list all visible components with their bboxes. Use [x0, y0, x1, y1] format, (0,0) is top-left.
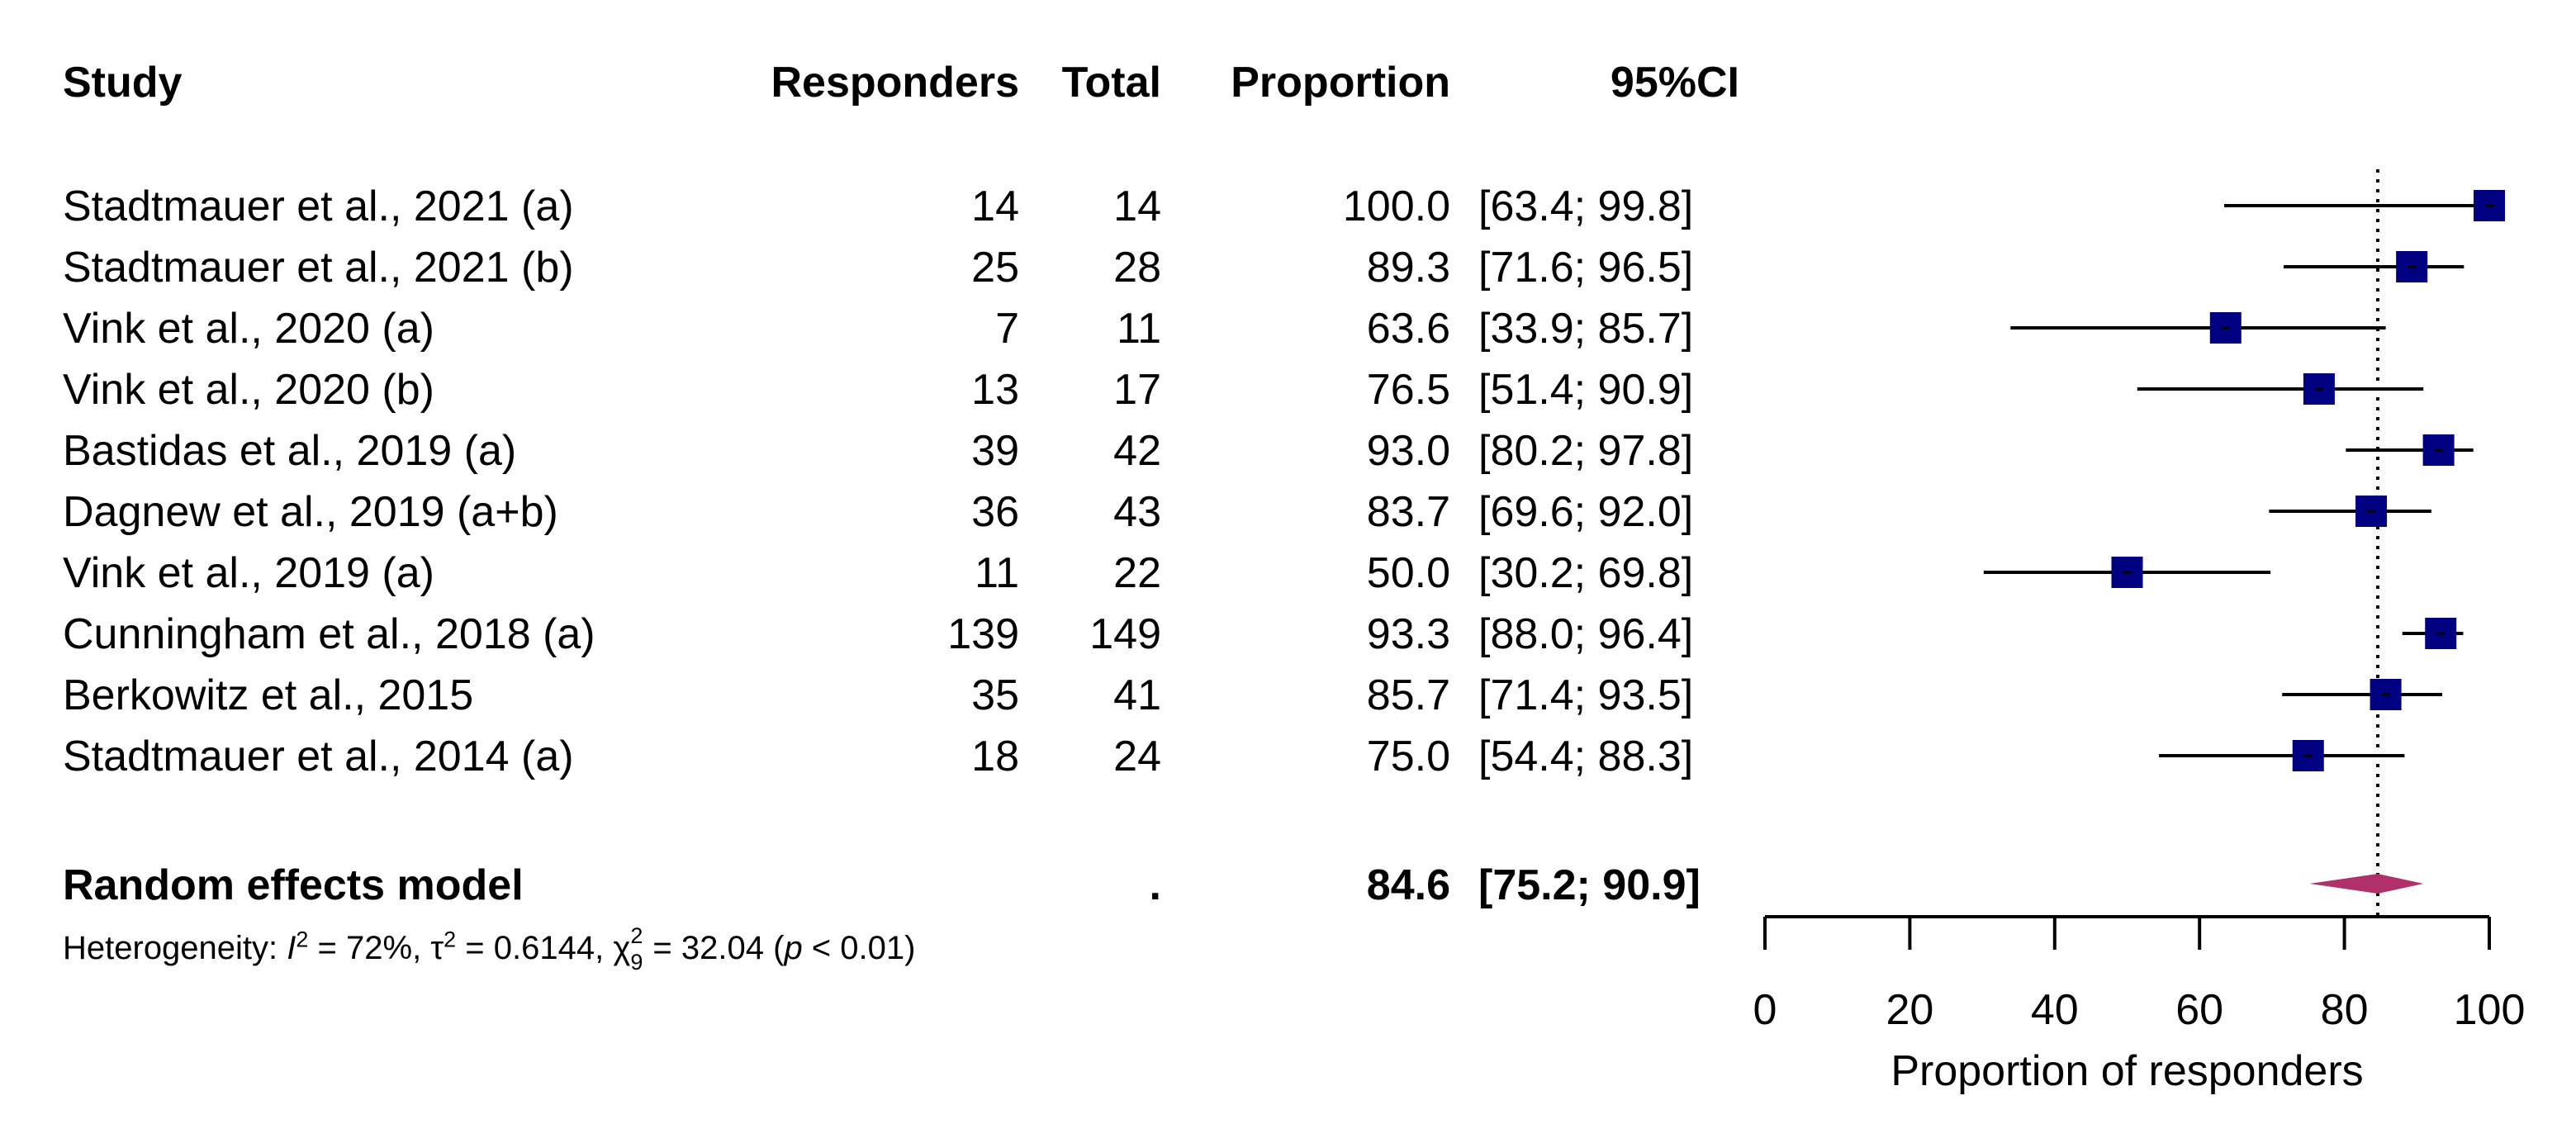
ci-value: [54.4; 88.3] [1478, 733, 1694, 780]
study-name: Vink et al., 2019 (a) [63, 549, 434, 597]
ci-value: [30.2; 69.8] [1478, 549, 1694, 597]
responders-value: 11 [975, 549, 1019, 597]
study-name: Stadtmauer et al., 2021 (b) [63, 244, 574, 292]
proportion-value: 100.0 [1342, 183, 1450, 230]
x-tick-label: 20 [1886, 986, 1934, 1034]
ci-value: [88.0; 96.4] [1478, 610, 1694, 658]
ci-value: [69.6; 92.0] [1478, 488, 1694, 536]
proportion-value: 93.0 [1366, 427, 1450, 475]
header-total: Total [1061, 59, 1161, 107]
chi2-value: = 32.04 ( [643, 930, 785, 966]
study-name: Dagnew et al., 2019 (a+b) [63, 488, 558, 536]
chi2-superscript: 2 [630, 923, 643, 948]
ci-value: [71.4; 93.5] [1478, 671, 1694, 719]
header-ci: 95%CI [1610, 59, 1739, 107]
ci-value: [71.6; 96.5] [1478, 244, 1694, 292]
proportion-value: 83.7 [1366, 488, 1450, 536]
proportion-value: 85.7 [1366, 671, 1450, 719]
responders-value: 14 [971, 183, 1019, 230]
tau2-superscript: 2 [444, 927, 457, 952]
responders-value: 139 [947, 610, 1019, 658]
study-name: Stadtmauer et al., 2014 (a) [63, 733, 574, 780]
pooled-ci: [75.2; 90.9] [1478, 861, 1701, 909]
responders-value: 7 [995, 305, 1019, 353]
tau2-value: = 0.6144, [456, 930, 614, 966]
x-tick-label: 60 [2175, 986, 2224, 1034]
x-tick-label: 40 [2030, 986, 2079, 1034]
responders-value: 25 [971, 244, 1019, 292]
p-value: < 0.01) [802, 930, 916, 966]
study-name: Stadtmauer et al., 2021 (a) [63, 183, 574, 230]
header-responders: Responders [771, 59, 1019, 107]
p-symbol: p [784, 930, 803, 966]
pooled-proportion: 84.6 [1366, 861, 1450, 909]
ci-value: [51.4; 90.9] [1478, 366, 1694, 414]
total-value: 14 [1113, 183, 1161, 230]
total-value: 22 [1113, 549, 1161, 597]
responders-value: 18 [971, 733, 1019, 780]
responders-value: 39 [971, 427, 1019, 475]
ci-value: [80.2; 97.8] [1478, 427, 1694, 475]
pooled-total: . [1149, 861, 1161, 909]
responders-value: 36 [971, 488, 1019, 536]
heterogeneity-prefix: Heterogeneity: [63, 930, 287, 966]
i2-value: = 72%, [308, 930, 431, 966]
proportion-value: 89.3 [1366, 244, 1450, 292]
proportion-value: 63.6 [1366, 305, 1450, 353]
x-tick-label: 80 [2320, 986, 2369, 1034]
i2-symbol: I [287, 930, 297, 966]
study-name: Bastidas et al., 2019 (a) [63, 427, 517, 475]
tau2-symbol: τ [430, 930, 444, 966]
responders-value: 13 [971, 366, 1019, 414]
total-value: 17 [1113, 366, 1161, 414]
chi2-symbol: χ [613, 930, 631, 966]
ci-value: [33.9; 85.7] [1478, 305, 1694, 353]
total-value: 28 [1113, 244, 1161, 292]
ci-value: [63.4; 99.8] [1478, 183, 1694, 230]
total-value: 42 [1113, 427, 1161, 475]
total-value: 43 [1113, 488, 1161, 536]
study-name: Berkowitz et al., 2015 [63, 671, 474, 719]
x-tick-label: 100 [2453, 986, 2526, 1034]
proportion-value: 50.0 [1366, 549, 1450, 597]
responders-value: 35 [971, 671, 1019, 719]
proportion-value: 76.5 [1366, 366, 1450, 414]
total-value: 11 [1117, 305, 1161, 353]
proportion-value: 75.0 [1366, 733, 1450, 780]
i2-superscript: 2 [296, 927, 309, 952]
x-axis-label: Proportion of responders [1890, 1047, 2364, 1095]
study-name: Vink et al., 2020 (b) [63, 366, 434, 414]
study-name: Vink et al., 2020 (a) [63, 305, 434, 353]
study-name: Cunningham et al., 2018 (a) [63, 610, 595, 658]
total-value: 24 [1113, 733, 1161, 780]
chi2-df: 9 [630, 950, 643, 975]
header-study: Study [63, 59, 183, 107]
total-value: 149 [1089, 610, 1161, 658]
proportion-value: 93.3 [1366, 610, 1450, 658]
header-proportion: Proportion [1231, 59, 1450, 107]
pooled-diamond [2310, 874, 2424, 894]
total-value: 41 [1113, 671, 1161, 719]
pooled-label: Random effects model [63, 861, 524, 909]
x-tick-label: 0 [1753, 986, 1777, 1034]
